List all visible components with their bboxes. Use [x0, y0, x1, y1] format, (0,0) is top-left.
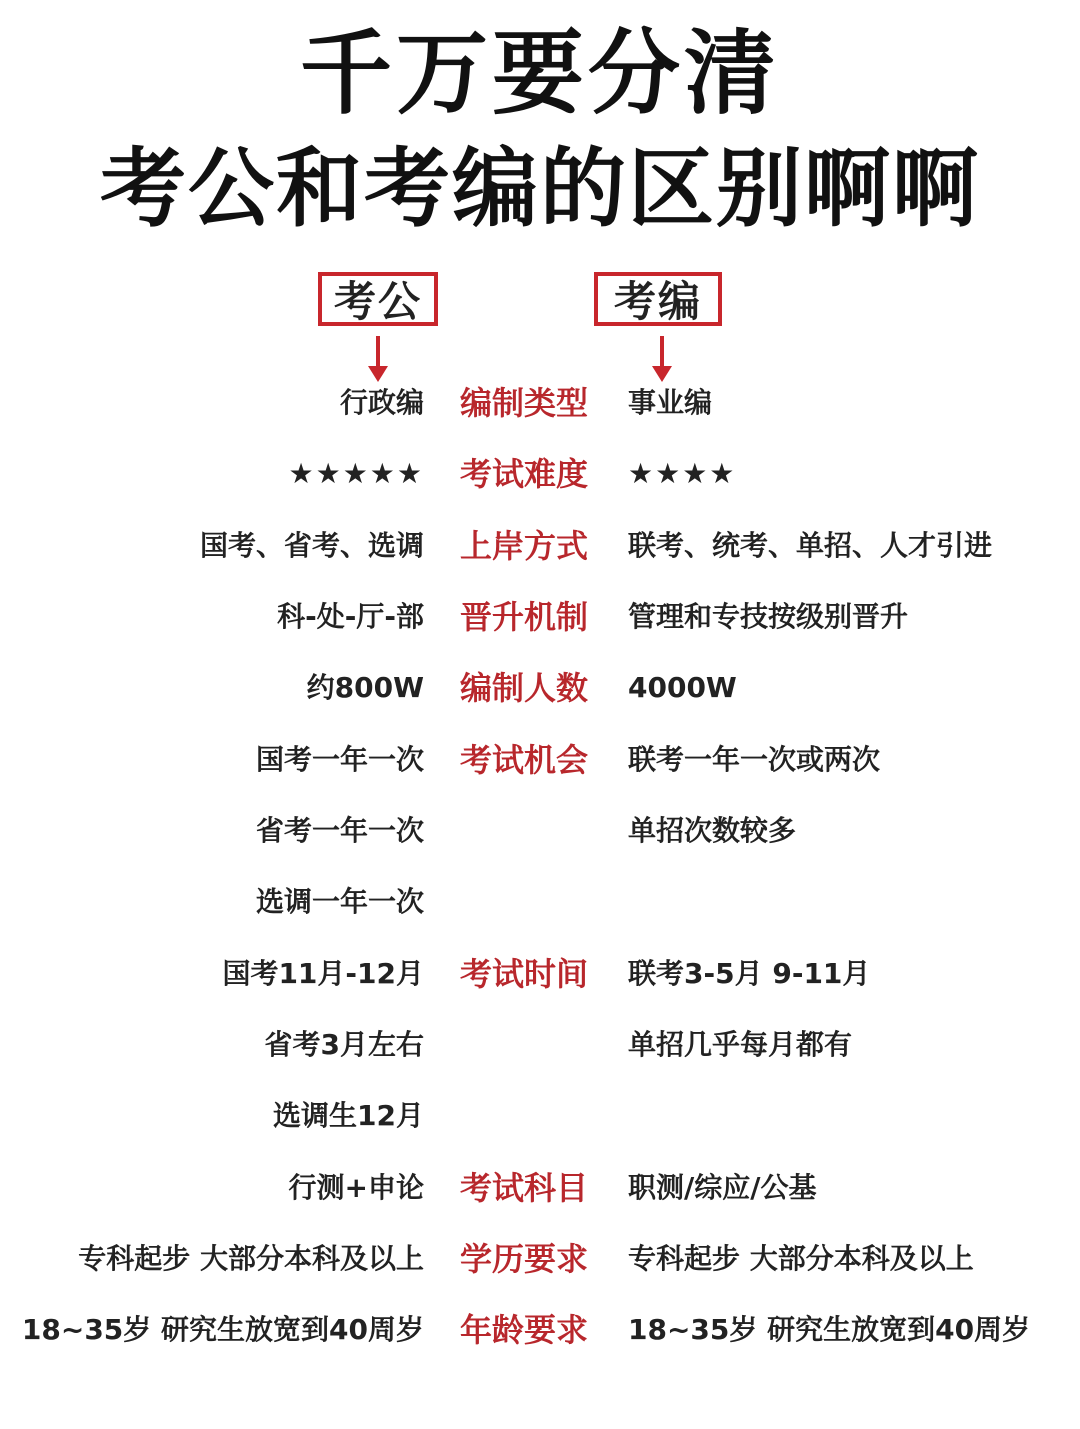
kaobian-value: 事业编 — [628, 386, 713, 419]
comparison-row — [0, 1091, 1080, 1141]
category-label: 学历要求 — [460, 1240, 589, 1278]
page-title-line-2: 考公和考编的区别啊啊 — [100, 139, 980, 239]
category-label: 晋升机制 — [460, 598, 589, 636]
kaogong-value: 专科起步 大部分本科及以上 — [78, 1242, 424, 1275]
kaogong-value: 约800W — [306, 671, 424, 704]
arrow-down-icon — [368, 336, 388, 384]
category-label: 编制类型 — [460, 384, 589, 422]
kaogong-value: 省考3月左右 — [264, 1028, 424, 1061]
category-label: 考试科目 — [460, 1169, 589, 1207]
kaobian-value: 专科起步 大部分本科及以上 — [628, 1242, 974, 1275]
comparison-row — [0, 877, 1080, 927]
kaogong-value: 科-处-厅-部 — [277, 600, 424, 633]
kaobian-difficulty-stars: ★★★★ — [628, 457, 737, 490]
comparison-row — [0, 806, 1080, 856]
comparison-row — [0, 1234, 1080, 1284]
comparison-row — [0, 663, 1080, 713]
kaobian-value: 单招几乎每月都有 — [628, 1028, 853, 1061]
category-label: 上岸方式 — [460, 527, 589, 565]
comparison-row — [0, 1163, 1080, 1213]
page-title-line-1: 千万要分清 — [299, 20, 780, 127]
arrow-down-icon — [652, 336, 672, 384]
comparison-row — [0, 949, 1080, 999]
category-label: 年龄要求 — [460, 1311, 589, 1349]
comparison-row — [0, 521, 1080, 571]
category-label: 编制人数 — [460, 669, 589, 707]
comparison-row — [0, 1305, 1080, 1355]
kaobian-value: 4000W — [628, 671, 737, 704]
kaogong-value: 行测+申论 — [288, 1171, 424, 1204]
kaogong-value: 国考一年一次 — [255, 743, 424, 776]
kaogong-value: 选调生12月 — [273, 1099, 424, 1132]
kaobian-value: 职测/综应/公基 — [628, 1171, 817, 1204]
category-label: 考试难度 — [460, 455, 589, 493]
kaogong-value: 18~35岁 研究生放宽到40周岁 — [21, 1313, 424, 1346]
kaobian-value: 联考、统考、单招、人才引进 — [628, 529, 993, 562]
kaogong-value: 国考、省考、选调 — [199, 529, 424, 562]
kaobian-value: 联考3-5月 9-11月 — [628, 957, 871, 990]
kaogong-value: 省考一年一次 — [255, 814, 424, 847]
kaobian-value: 联考一年一次或两次 — [628, 743, 881, 776]
column-header-kaogong: 考公 — [318, 272, 438, 326]
category-label: 考试机会 — [460, 741, 589, 779]
column-header-kaobian: 考编 — [594, 272, 722, 326]
comparison-row — [0, 449, 1080, 499]
category-label: 考试时间 — [460, 955, 589, 993]
comparison-row — [0, 1020, 1080, 1070]
kaogong-value: 国考11月-12月 — [222, 957, 424, 990]
kaobian-value: 单招次数较多 — [628, 814, 797, 847]
kaobian-value: 管理和专技按级别晋升 — [628, 600, 909, 633]
comparison-row — [0, 735, 1080, 785]
kaogong-difficulty-stars: ★★★★★ — [288, 457, 424, 490]
comparison-row — [0, 592, 1080, 642]
kaobian-value: 18~35岁 研究生放宽到40周岁 — [628, 1313, 1031, 1346]
kaogong-value: 选调一年一次 — [255, 885, 424, 918]
comparison-row — [0, 378, 1080, 428]
kaogong-value: 行政编 — [339, 386, 424, 419]
